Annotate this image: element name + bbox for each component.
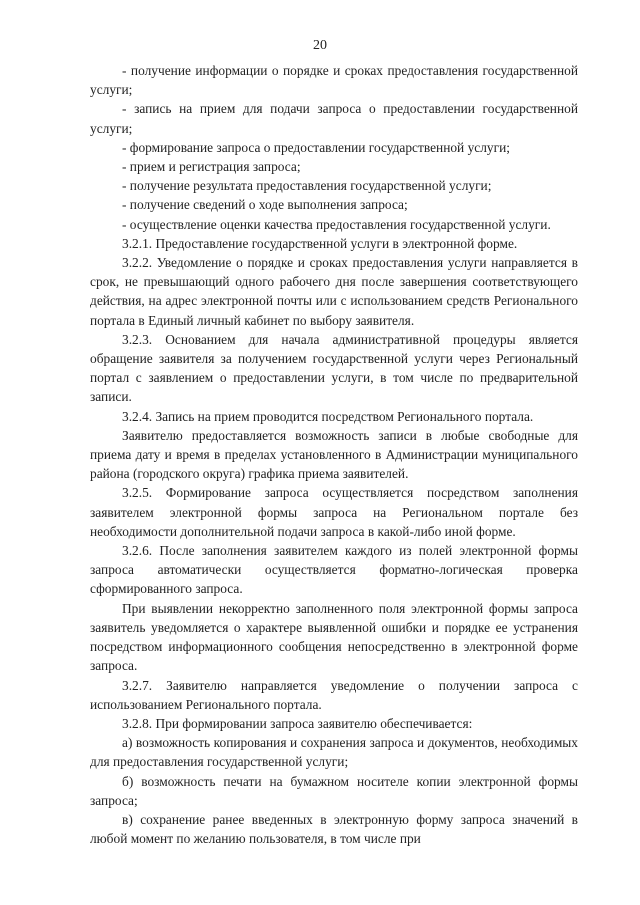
paragraph-appointment-details: Заявителю предоставляется возможность записи в любые свободные для приема дату и время в пределах установленного в Администрации муниципального района (городского округа) графика приема заявителей. — [90, 427, 578, 482]
subclause-b: б) возможность печати на бумажном носителе копии электронной формы запроса; — [90, 773, 578, 808]
list-item-appointment: - запись на прием для подачи запроса о предоставлении государственной услуги; — [90, 101, 578, 136]
clause-3-2-6: 3.2.6. После заполнения заявителем каждого из полей электронной формы запроса автоматически осуществляется форматно-логическая проверка сформированного запроса. — [90, 543, 578, 597]
list-item-request-forming: - формирование запроса о предоставлении государственной услуги; — [122, 139, 510, 155]
clause-3-2-5: 3.2.5. Формирование запроса осуществляется посредством заполнения заявителем электронной формы запроса на Региональном портале без необходимости дополнительной подачи запроса в какой-либо иной форме. — [90, 485, 578, 539]
clause-3-2-3: 3.2.3. Основанием для начала административной процедуры является обращение заявителя за получением государственной услуги через Региональный портал с заявлением о предоставлении услуги, в том числе по предварительной записи. — [90, 331, 578, 405]
page-number: 20 — [313, 38, 327, 53]
clause-3-2-2: 3.2.2. Уведомление о порядке и сроках предоставления услуги направляется в срок, не превышающий одного рабочего дня после завершения соответствующего действия, на адрес электронной почты или с использованием средств Регионального портала в Единый личный кабинет по выбору заявителя. — [90, 255, 578, 328]
list-item-request-registration: - прием и регистрация запроса; — [122, 159, 301, 175]
subclause-v: в) сохранение ранее введенных в электронную форму запроса значений в любой момент по желанию пользователя, в том числе при — [90, 811, 578, 847]
clause-3-2-4: 3.2.4. Запись на прием проводится посредством Регионального портала. — [122, 408, 534, 424]
clause-3-2-7: 3.2.7. Заявителю направляется уведомление о получении запроса с использованием Регионального портала. — [90, 677, 578, 712]
list-item-result: - получение результата предоставления государственной услуги; — [122, 178, 492, 194]
paragraph-error-notification: При выявлении некорректно заполненного поля электронной формы запроса заявитель уведомляется о характере выявленной ошибки и порядке ее устранения посредством информационного сообщения непосредственно в электронной форме запроса. — [90, 600, 578, 674]
list-item-information: - получение информации о порядке и сроках предоставления государственной услуги; — [90, 63, 578, 98]
list-item-status: - получение сведений о ходе выполнения запроса; — [122, 197, 408, 213]
clause-3-2-1: 3.2.1. Предоставление государственной услуги в электронной форме. — [122, 235, 518, 251]
list-item-quality-assessment: - осуществление оценки качества предоставления государственной услуги. — [122, 216, 551, 232]
clause-3-2-8: 3.2.8. При формировании запроса заявителю обеспечивается: — [122, 715, 473, 731]
subclause-a: а) возможность копирования и сохранения запроса и документов, необходимых для предоставления государственной услуги; — [90, 735, 578, 770]
document-body — [90, 61, 578, 848]
